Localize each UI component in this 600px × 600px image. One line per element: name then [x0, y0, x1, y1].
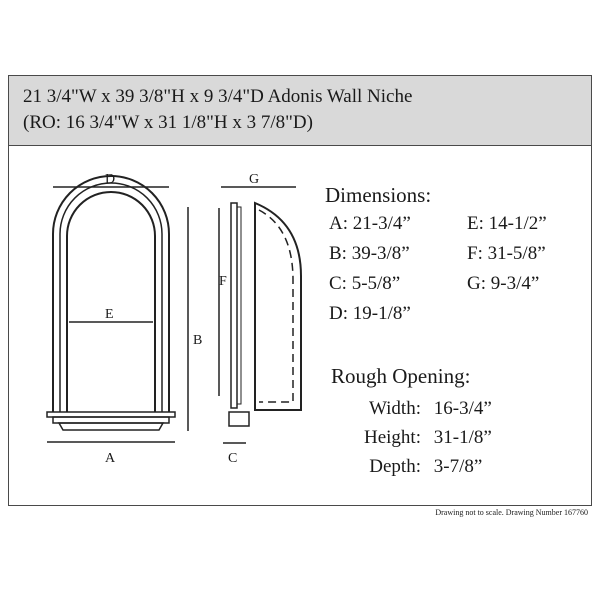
ro-value: 3-7/8”	[433, 456, 483, 477]
dimension-a	[329, 213, 411, 235]
dimension-key: A:	[329, 213, 348, 234]
label-f: F	[219, 274, 227, 289]
dimensions-panel	[9, 76, 593, 507]
label-g: G	[249, 172, 260, 187]
rough-opening-height	[331, 427, 492, 449]
dimension-key: F:	[467, 243, 483, 264]
label-c: C	[228, 451, 238, 466]
label-e: E	[105, 307, 114, 322]
product-title: 21 3/4"W x 39 3/8"H x 9 3/4"D Adonis Wall Niche	[23, 86, 413, 107]
dimension-key: D:	[329, 303, 348, 324]
ro-label: Height:	[364, 427, 421, 448]
ro-value: 16-3/4”	[433, 398, 492, 419]
dimension-value: 19-1/8”	[352, 303, 411, 324]
dimension-e	[467, 213, 547, 235]
dimension-g	[467, 273, 539, 295]
dimension-b	[329, 243, 410, 265]
ro-value: 31-1/8”	[433, 427, 492, 448]
rough-opening-depth	[331, 456, 482, 478]
ro-label: Depth:	[369, 456, 421, 477]
dimension-c	[329, 273, 400, 295]
rough-opening-summary: (RO: 16 3/4"W x 31 1/8"H x 3 7/8"D)	[23, 112, 313, 133]
dimension-value: 5-5/8”	[351, 273, 401, 294]
rough-opening-width	[331, 398, 492, 420]
dimension-f	[467, 243, 546, 265]
dimension-key: E:	[467, 213, 484, 234]
dimension-value: 39-3/8”	[351, 243, 410, 264]
dimension-d	[329, 303, 411, 325]
ro-label: Width:	[368, 398, 421, 419]
dimension-value: 31-5/8”	[487, 243, 546, 264]
dimensions-title: Dimensions:	[325, 183, 432, 207]
drawing-note: Drawing not to scale. Drawing Number 167760	[435, 508, 588, 517]
label-b: B	[193, 333, 203, 348]
dimension-value: 9-3/4”	[490, 273, 540, 294]
dimension-value: 14-1/2”	[488, 213, 547, 234]
rough-opening-title: Rough Opening:	[331, 364, 471, 388]
spec-sheet-frame	[8, 75, 592, 506]
label-a: A	[105, 451, 116, 466]
dimension-key: G:	[467, 273, 486, 294]
label-d: D	[105, 172, 116, 187]
dimension-key: C:	[329, 273, 347, 294]
dimension-value: 21-3/4”	[352, 213, 411, 234]
dimension-key: B:	[329, 243, 347, 264]
